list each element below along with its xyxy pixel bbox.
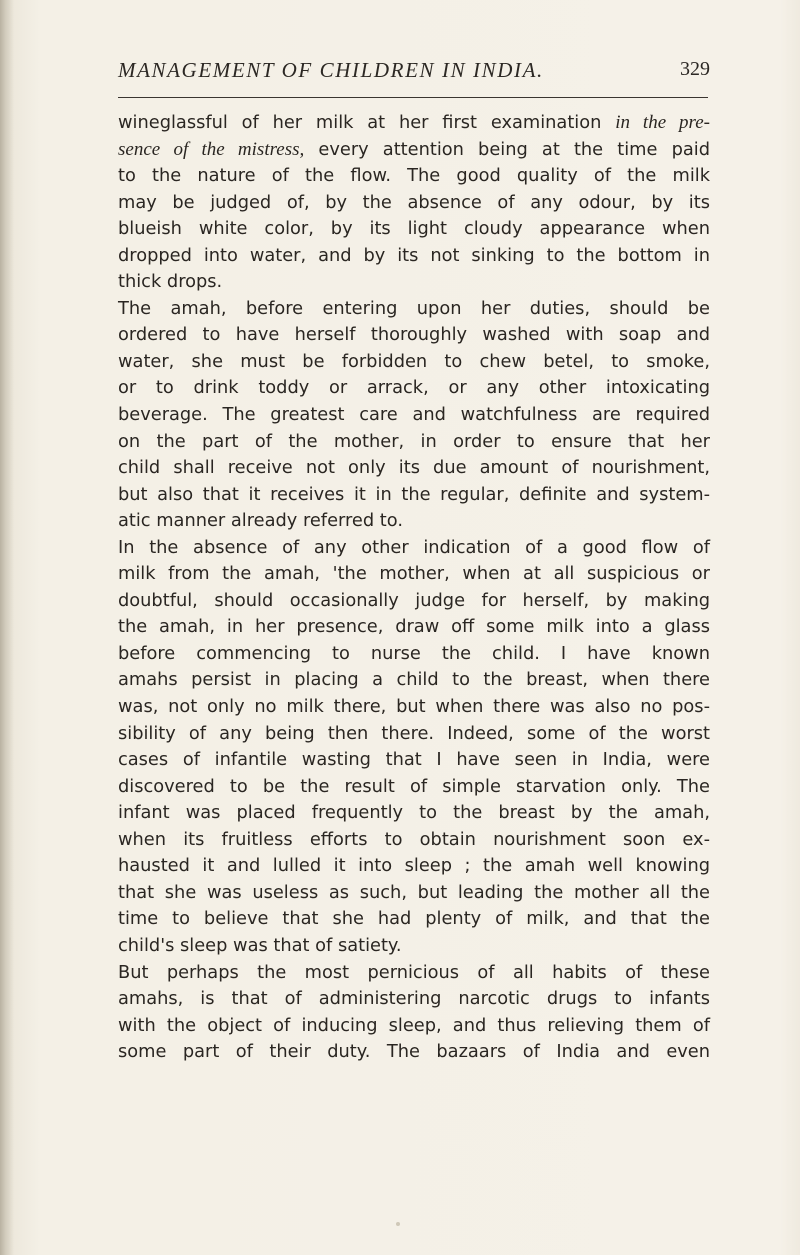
text-line-35: with the object of inducing sleep, and thus relieving them of <box>118 1014 710 1036</box>
text-line-11: or to drink toddy or arrack, or any other intoxicating <box>118 377 710 399</box>
text-line-28: when its fruitless efforts to obtain nourishment soon ex- <box>118 828 710 850</box>
text-line-7: thick drops. <box>118 271 223 293</box>
text-line-1: wineglassful of her milk at her first examination in the pre- <box>118 112 710 133</box>
text-line-31: time to believe that she had plenty of milk, and that the <box>118 908 710 930</box>
text-line-8: The amah, before entering upon her duties, should be <box>118 297 710 319</box>
text-line-21: before commencing to nurse the child. I have known <box>118 642 710 664</box>
page-header <box>118 58 710 92</box>
page-gutter-shadow <box>0 0 14 1255</box>
paper-speck <box>396 1222 400 1226</box>
text-line-12: beverage. The greatest care and watchfulness are required <box>118 404 710 426</box>
text-line-32: child's sleep was that of satiety. <box>118 934 402 956</box>
text-line-2: sence of the mistress, every attention being at the time paid <box>118 138 710 160</box>
text-line-26: discovered to be the result of simple starvation only. The <box>118 775 710 797</box>
text-line-29: hausted it and lulled it into sleep ; the amah well knowing <box>118 855 710 877</box>
text-line-5: blueish white color, by its light cloudy appearance when <box>118 218 710 240</box>
text-line-9: ordered to have herself thoroughly washed with soap and <box>118 324 710 346</box>
text-line-6: dropped into water, and by its not sinking to the bottom in <box>118 244 710 266</box>
text-line-18: milk from the amah, 'the mother, when at all suspicious or <box>118 563 710 585</box>
text-line-19: doubtful, should occasionally judge for herself, by making <box>118 589 710 611</box>
text-line-3: to the nature of the flow. The good quality of the milk <box>118 165 710 187</box>
text-line-20: the amah, in her presence, draw off some milk into a glass <box>118 616 710 638</box>
text-line-15: but also that it receives it in the regular, definite and system- <box>118 483 710 505</box>
text-line-13: on the part of the mother, in order to ensure that her <box>118 430 710 452</box>
text-line-16: atic manner already referred to. <box>118 510 403 532</box>
header-rule <box>118 97 708 98</box>
text-line-34: amahs, is that of administering narcotic drugs to infants <box>118 988 710 1010</box>
text-line-30: that she was useless as such, but leading the mother all the <box>118 881 710 903</box>
running-head: MANAGEMENT OF CHILDREN IN INDIA. <box>118 58 544 82</box>
text-line-4: may be judged of, by the absence of any odour, by its <box>118 191 710 213</box>
text-line-36: some part of their duty. The bazaars of India and even <box>118 1041 710 1063</box>
body-text <box>118 110 710 1066</box>
text-line-25: cases of infantile wasting that I have seen in India, were <box>118 749 710 771</box>
text-line-10: water, she must be forbidden to chew betel, to smoke, <box>118 350 710 372</box>
text-line-14: child shall receive not only its due amount of nourishment, <box>118 457 710 479</box>
text-line-24: sibility of any being then there. Indeed, some of the worst <box>118 722 710 744</box>
text-line-27: infant was placed frequently to the breast by the amah, <box>118 802 710 824</box>
text-line-23: was, not only no milk there, but when there was also no pos- <box>118 696 710 718</box>
italic-phrase: in the pre- <box>615 112 710 133</box>
page-number: 329 <box>680 58 710 80</box>
italic-phrase: sence of the mistress, <box>118 138 305 160</box>
text-line-17: In the absence of any other indication of a good flow of <box>118 536 710 558</box>
text-line-33: But perhaps the most pernicious of all habits of these <box>118 961 710 983</box>
text-line-22: amahs persist in placing a child to the breast, when there <box>118 669 710 691</box>
